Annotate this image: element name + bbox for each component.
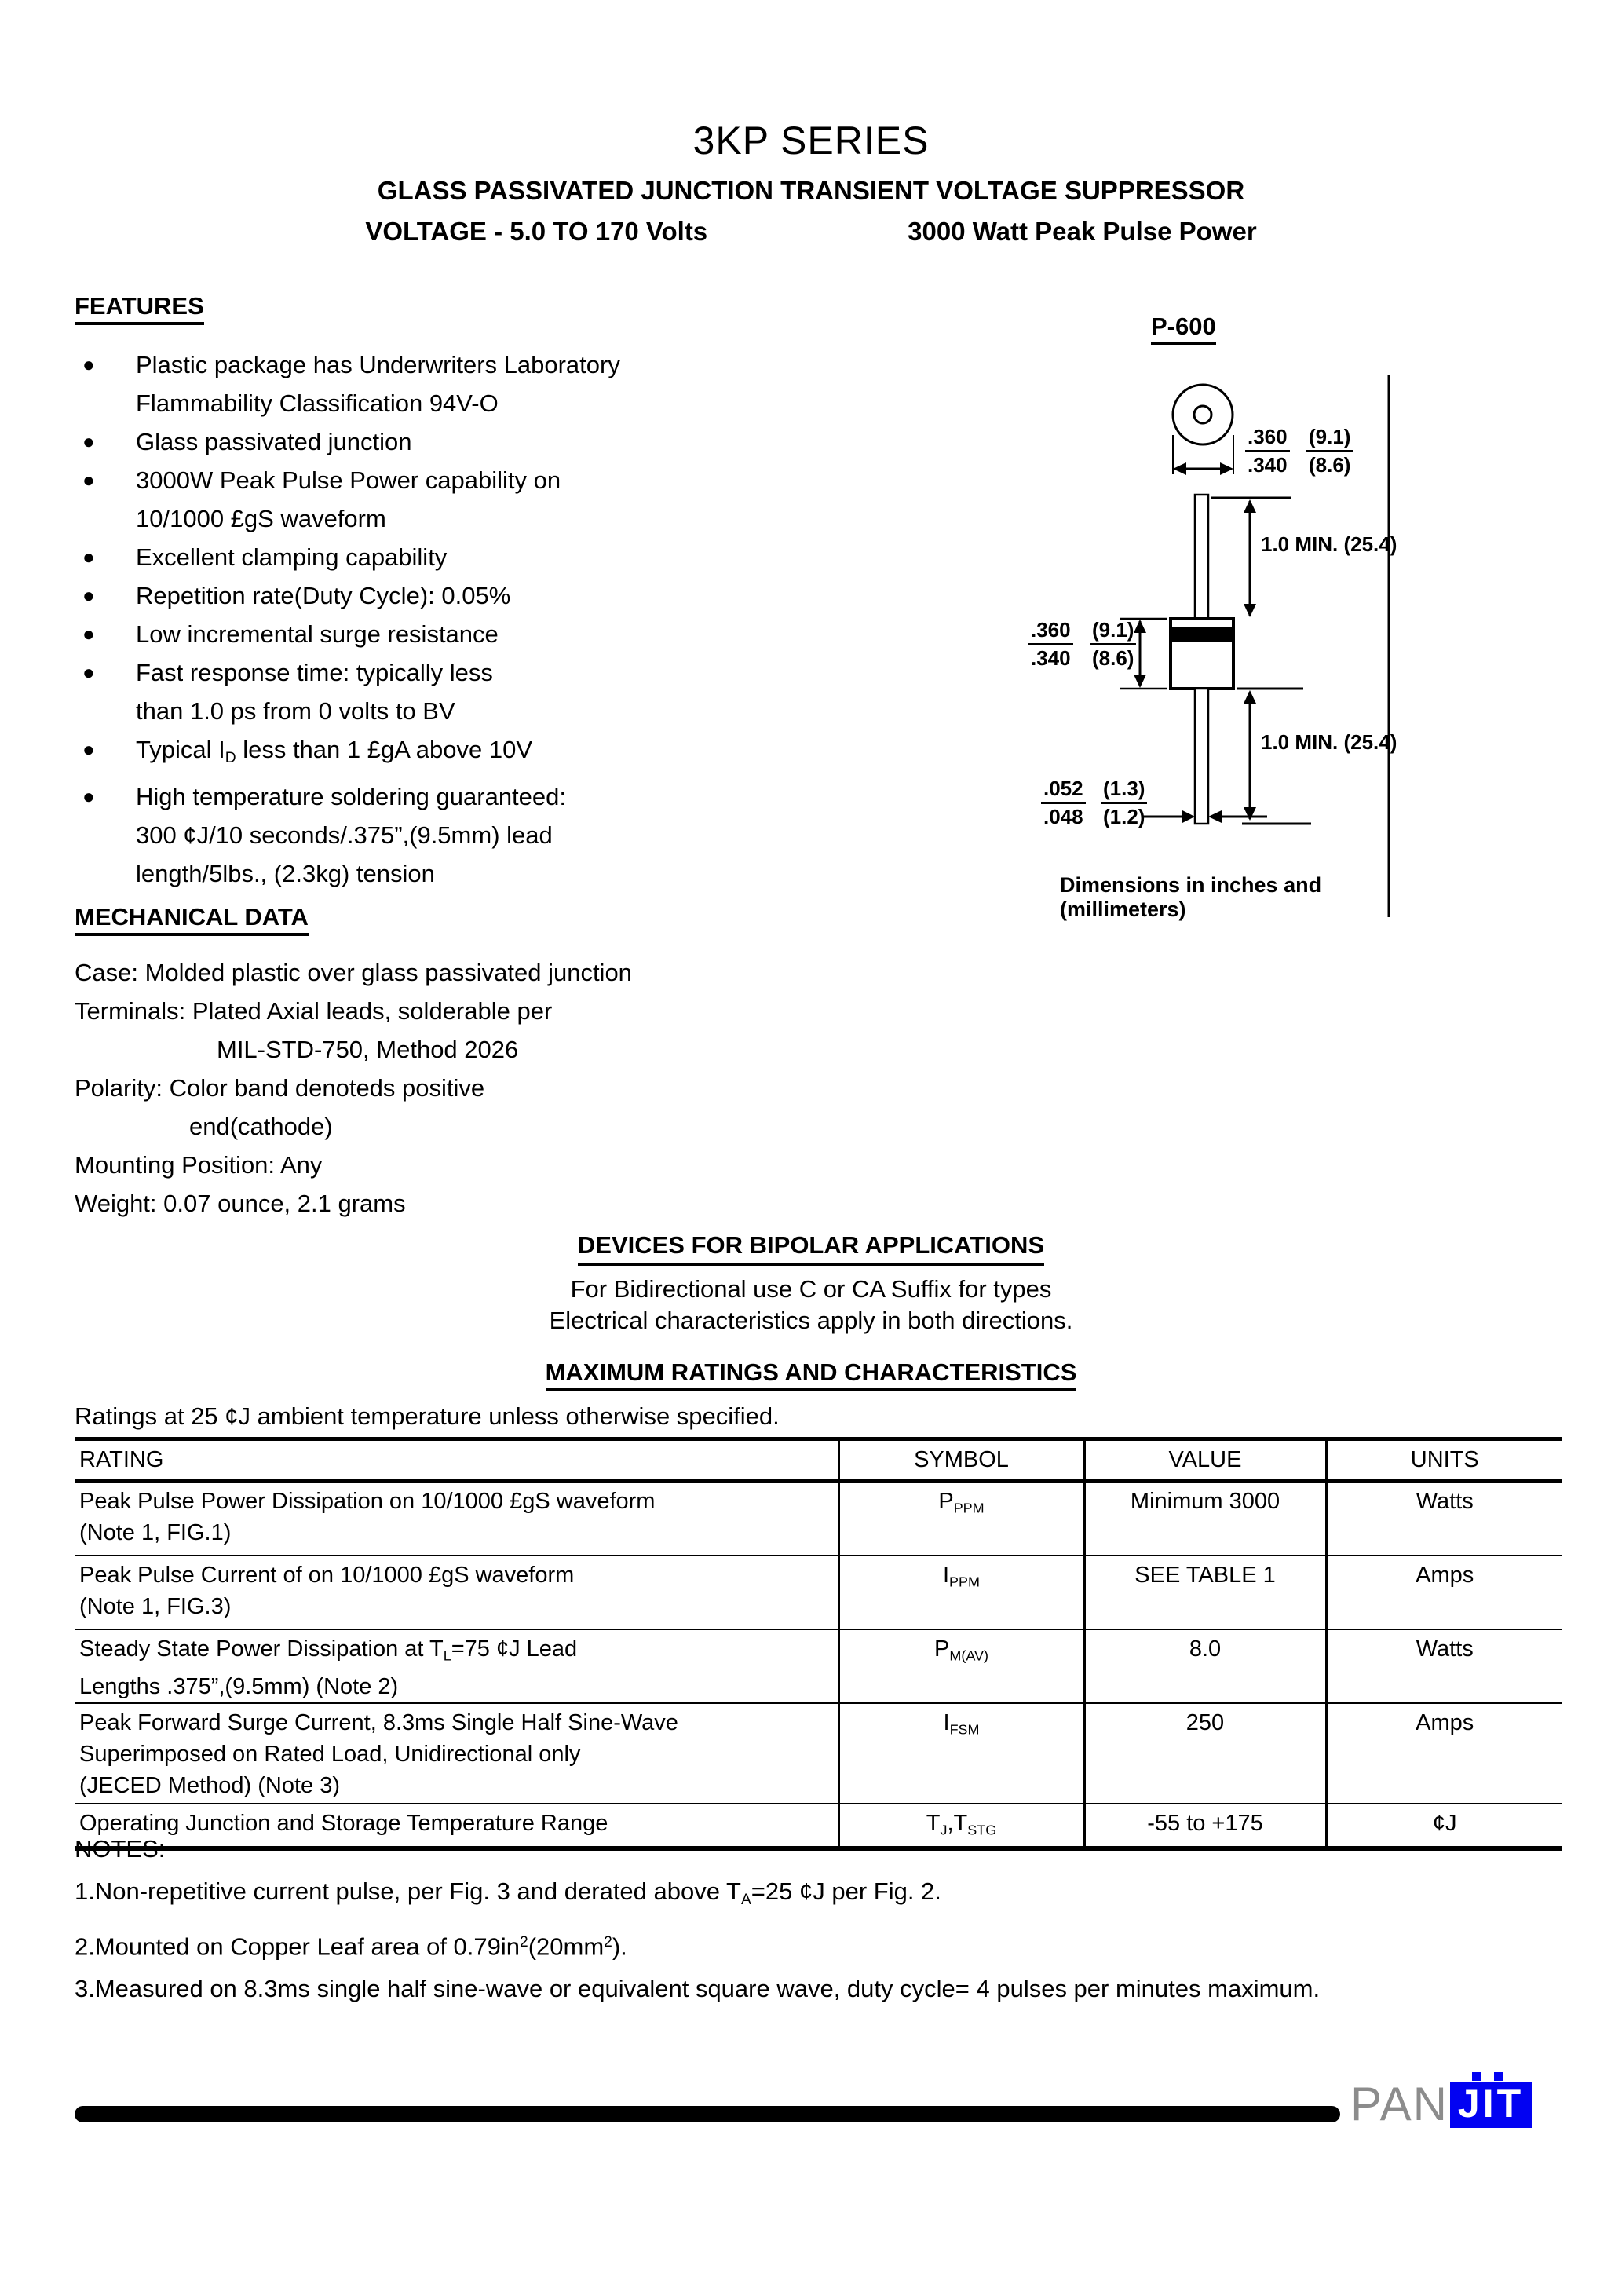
bullet-icon: ● [82,468,95,492]
upper-lead-length-dimension [1211,498,1291,617]
features-heading: FEATURES [75,292,962,325]
mechanical-data-heading: MECHANICAL DATA [75,903,985,936]
polarity-line: Polarity: Color band denoteds positive [75,1074,485,1102]
column-header-rating: RATING [75,1439,838,1481]
list-item: ● Fast response time: typically less than 1.0 ps from 0 volts to BV [75,653,962,730]
bullet-icon: ● [82,737,95,761]
table-row: Peak Forward Surge Current, 8.3ms Single Half Sine-Wave Superimposed on Rated Load, Unidirectional only (JECED Method) (Note 3) $I_{FSM}$ 250 Amps [75,1703,1562,1804]
table-row: Steady State Power Dissipation at $T_L=75$ ¢J Lead Lengths .375”,(9.5mm) (Note 2) $P_{M(AV)}$ 8.0 Watts [75,1629,1562,1703]
polarity-line2: end(cathode) [189,1113,333,1140]
lead-diameter-inches: $\frac{.052}{.048}$ [1041,777,1086,828]
logo-jit-text: JIT [1457,2082,1525,2126]
bipolar-line1: For Bidirectional use C or CA Suffix for types [570,1275,1052,1303]
list-item: ● Glass passivated junction [75,422,962,461]
terminals-line2: MIL-STD-750, Method 2026 [217,1036,519,1063]
features-section [75,292,962,893]
note-3: 3.Measured on 8.3ms single half sine-wave or equivalent square wave, duty cycle= 4 pulses per minutes maximum. [75,1975,1321,2003]
bullet-icon: ● [82,583,95,607]
bipolar-heading: DEVICES FOR BIPOLAR APPLICATIONS [0,1230,1622,1266]
bullet-icon: ● [82,353,95,376]
lower-lead-length-dimension [1237,689,1311,824]
notes-heading: NOTES: [75,1835,166,1863]
ratings-intro: Ratings at 25 ¢J ambient temperature unless otherwise specified. [75,1402,780,1430]
diode-top-view [1173,385,1233,444]
lower-lead-length-label: 1.0 MIN. (25.4) [1261,730,1397,754]
case-line: Case: Molded plastic over glass passivated junction [75,959,632,986]
voltage-range: VOLTAGE - 5.0 TO 170 Volts [365,217,708,246]
mechanical-data-section [75,903,985,1223]
column-header-value: VALUE [1084,1439,1326,1481]
page-subtitle: GLASS PASSIVATED JUNCTION TRANSIENT VOLTAGE SUPPRESSOR [377,176,1245,205]
bipolar-applications-section [0,1230,1622,1336]
body-diameter-mm: $\frac{(9.1)}{(8.6)}$ [1090,619,1136,670]
list-item: ● Plastic package has Underwriters Laboratory Flammability Classification 94V-O [75,345,962,422]
panjit-logo [1350,2078,1532,2130]
lower-lead [1195,689,1208,824]
table-row: Peak Pulse Power Dissipation on 10/1000 £gS waveform (Note 1, FIG.1) $P_{PPM}$ Minimum 3000 Watts [75,1481,1562,1556]
list-item: ● High temperature soldering guaranteed: 300 ¢J/10 seconds/.375”,(9.5mm) lead length/5lbs., (2.3kg) tension [75,777,962,893]
list-item: ● Low incremental surge resistance [75,615,962,653]
upper-lead-length-label: 1.0 MIN. (25.4) [1261,532,1397,556]
package-name-label: P-600 [1151,313,1216,345]
list-item: ● Typical $I_D$ less than 1 £gA above 10V [75,730,962,777]
top-diameter-inches: $\frac{.360}{.340}$ [1245,426,1290,477]
notes-section [75,1836,1582,2018]
weight-line: Weight: 0.07 ounce, 2.1 grams [75,1190,406,1217]
logo-dot-icon [1472,2072,1481,2081]
note-2: 2.Mounted on Copper Leaf area of $0.79in^2(20mm^2)$. [75,1932,627,1961]
bullet-icon: ● [82,784,95,808]
logo-jit-box [1450,2082,1532,2128]
page-title: 3KP SERIES [692,119,930,163]
bullet-icon: ● [82,430,95,453]
list-item: ● Repetition rate(Duty Cycle): 0.05% [75,576,962,615]
table-row: Operating Junction and Storage Temperature Range $T_J,T_{STG}$ -55 to +175 ¢J [75,1804,1562,1848]
logo-dot-icon [1494,2072,1503,2081]
diode-body [1171,619,1233,689]
table-header-row [75,1439,1562,1481]
page-subtitle-line2 [0,217,1622,247]
logo-pan-text: PAN [1350,2078,1448,2130]
package-drawing-figure [1005,306,1397,942]
mounting-line: Mounting Position: Any [75,1151,323,1179]
note-1: 1.Non-repetitive current pulse, per Fig. 3 and derated above $T_A=25$ ¢J per Fig. 2. [75,1877,941,1908]
max-ratings-heading: MAXIMUM RATINGS AND CHARACTERISTICS [0,1358,1622,1391]
bullet-icon: ● [82,545,95,569]
dimensions-caption: Dimensions in inches and (millimeters) [1060,873,1322,921]
power-rating: 3000 Watt Peak Pulse Power [908,217,1257,246]
list-item: ● Excellent clamping capability [75,538,962,576]
column-header-symbol: SYMBOL [838,1439,1084,1481]
bullet-icon: ● [82,660,95,684]
upper-lead [1195,495,1208,619]
body-diameter-inches: $\frac{.360}{.340}$ [1028,619,1073,670]
lead-diameter-mm: $\frac{(1.3)}{(1.2)}$ [1101,777,1147,828]
bullet-icon: ● [82,622,95,645]
max-ratings-table [75,1437,1562,1851]
list-item: ● 3000W Peak Pulse Power capability on 10/1000 £gS waveform [75,461,962,538]
top-diameter-mm: $\frac{(9.1)}{(8.6)}$ [1306,426,1353,477]
footer-rule [75,2106,1340,2122]
terminals-line: Terminals: Plated Axial leads, solderable per [75,997,553,1025]
cathode-band [1171,627,1233,642]
table-row: Peak Pulse Current of on 10/1000 £gS waveform (Note 1, FIG.3) $I_{PPM}$ SEE TABLE 1 Amps [75,1556,1562,1629]
column-header-units: UNITS [1326,1439,1562,1481]
bipolar-line2: Electrical characteristics apply in both directions. [549,1307,1073,1334]
features-list [75,345,962,893]
